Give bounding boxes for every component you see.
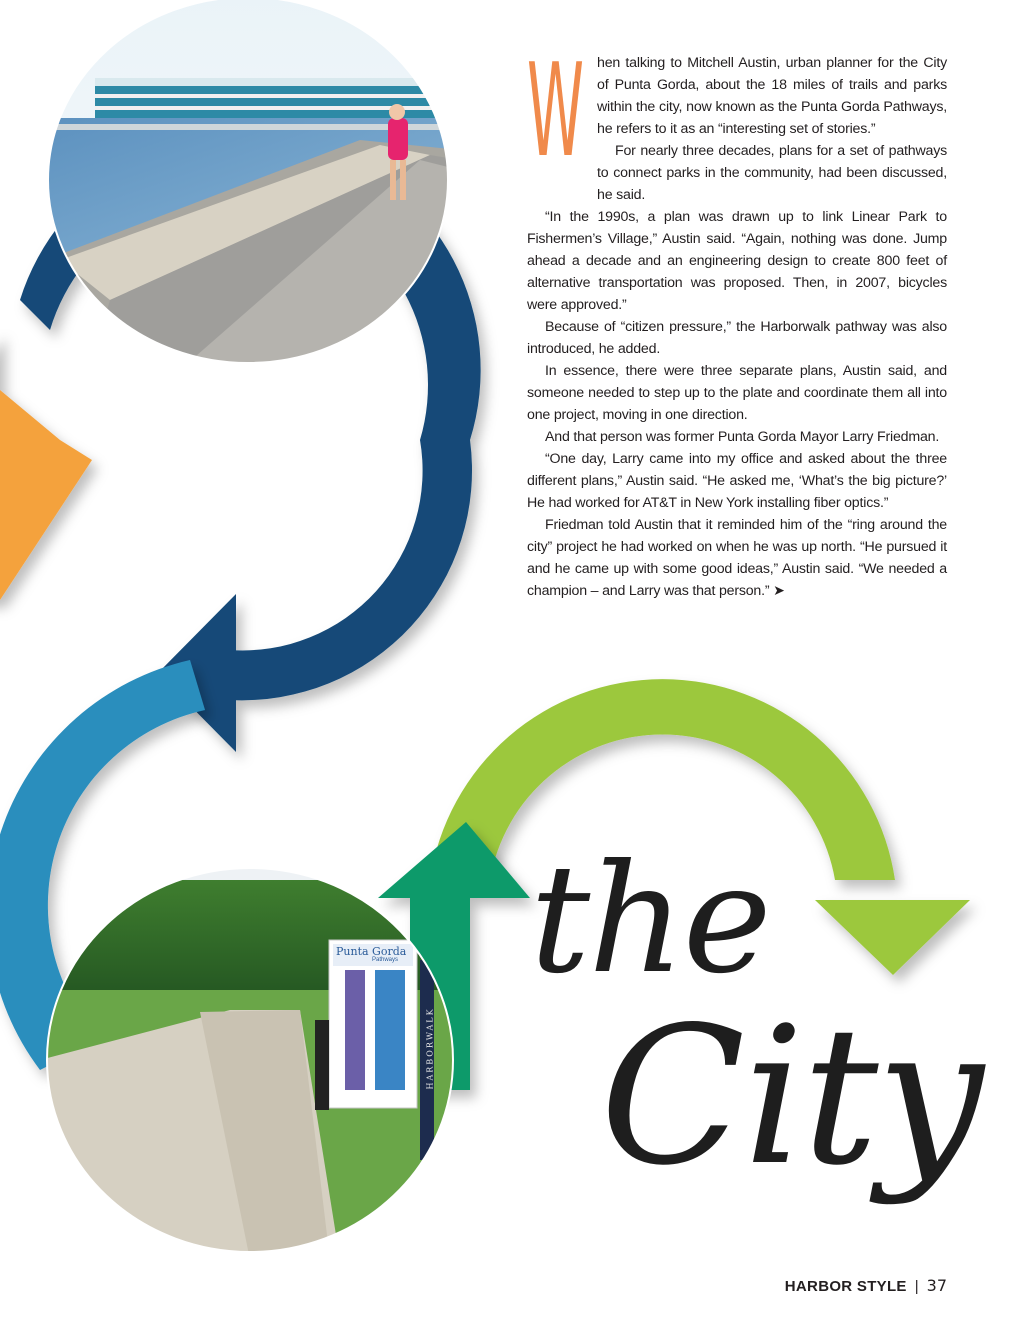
- article-paragraph: Because of “citizen pressure,” the Harborwalk pathway was also introduced, he added.: [527, 319, 947, 357]
- article-paragraph: “In the 1990s, a plan was drawn up to link Linear Park to Fishermen’s Village,” Austin said. “Again, nothing was done. Jump ahead a decade and an engineering design to create 800 feet of alternative transportation was proposed. Then, in 2007, bicycles were approved.”: [527, 209, 947, 313]
- article-paragraph: “One day, Larry came into my office and asked about the three different plans,” Austin said. “He asked me, ‘What’s the big picture?’ He had worked for AT&T in New York installing fiber optics.”: [527, 451, 947, 511]
- post-text: HARBORWALK: [425, 1007, 435, 1090]
- magazine-name: HARBOR STYLE: [784, 1278, 907, 1295]
- article-body: [527, 37, 947, 602]
- article-paragraph: For nearly three decades, plans for a set of pathways to connect parks in the community, had been discussed, he said.: [597, 143, 947, 203]
- title-line-2: City: [600, 986, 982, 1207]
- drop-cap: W: [527, 37, 584, 186]
- sign-title: Punta Gorda: [336, 945, 407, 958]
- page-footer: [785, 1276, 947, 1295]
- sign-subtitle: Pathways: [372, 957, 399, 963]
- bottom-photo: [40, 860, 460, 1260]
- article-paragraph: In essence, there were three separate plans, Austin said, and someone needed to step up to the plate and coordinate them all into one project, moving in one direction.: [527, 363, 947, 423]
- footer-separator: |: [914, 1278, 919, 1295]
- title-line-1: the: [530, 833, 770, 1007]
- article-paragraph: And that person was former Punta Gorda Mayor Larry Friedman.: [545, 429, 940, 445]
- article-paragraph: hen talking to Mitchell Austin, urban planner for the City of Punta Gorda, about the 18 miles of trails and parks within the city, now known as the Punta Gorda Pathways, he refers to it as an “interesting set of stories.”: [597, 55, 947, 137]
- article-paragraph: Friedman told Austin that it reminded him of the “ring around the city” project he had worked on when he was up north. “He pursued it and he came up with some good ideas,” Austin said. “We needed a champion – and Larry was that person.” ➤: [527, 517, 947, 599]
- orange-arrow: [0, 330, 92, 600]
- top-photo: [40, 0, 460, 370]
- page-number: 37: [926, 1276, 947, 1295]
